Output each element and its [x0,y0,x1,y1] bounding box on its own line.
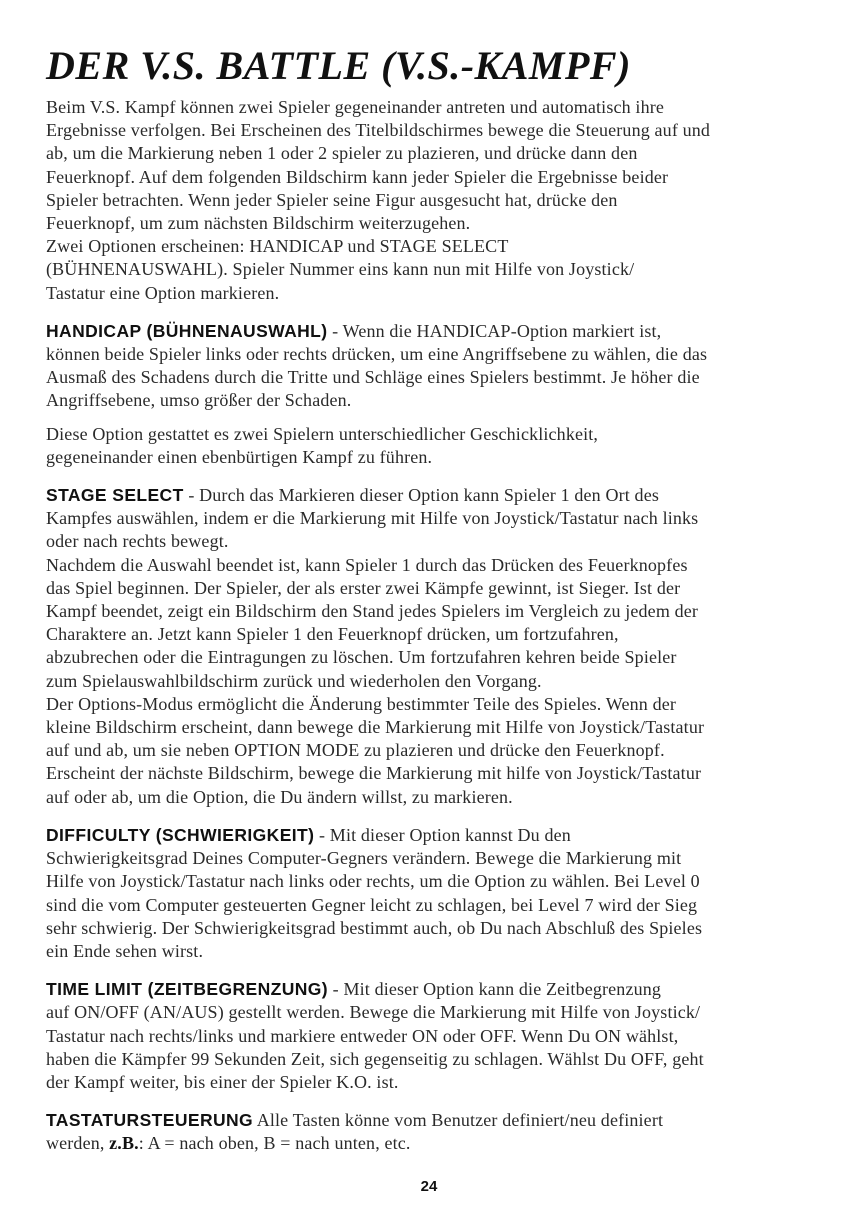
intro-paragraph [46,96,806,305]
text-line: oder nach rechts bewegt. [46,531,229,552]
text-line: Zwei Optionen erscheinen: HANDICAP und STAGE SELECT [46,236,509,257]
page-number: 24 [420,1178,438,1195]
text-line: zum Spielauswahlbildschirm zurück und wiederholen den Vorgang. [46,670,542,691]
text-run: - Mit dieser Option kann die Zeitbegrenzung [328,979,662,1000]
keyboard-section [46,1109,806,1155]
time-limit-section [46,978,806,1094]
example-abbreviation: z.B. [109,1133,139,1154]
text-line: kleine Bildschirm erscheint, dann bewege die Markierung mit Hilfe von Joystick/Tastatur [46,717,705,738]
text-line: Kampf beendet, zeigt ein Bildschirm den Stand jedes Spielers im Vergleich zu jedem der [46,601,699,622]
text-line: sind die vom Computer gesteuerten Gegner leicht zu schlagen, bei Level 7 wird der Sieg [46,894,698,915]
text-line: Feuerknopf, um zum nächsten Bildschirm weiterzugehen. [46,213,471,234]
text-run: werden, [46,1133,110,1154]
text-line [46,824,806,847]
text-line: abzubrechen oder die Eintragungen zu löschen. Um fortzufahren kehren beide Spieler [46,647,677,668]
text-run: : A = nach oben, B = nach unten, etc. [138,1133,411,1154]
text-line: Hilfe von Joystick/Tastatur nach links oder rechts, um die Option zu wählen. Bei Level 0 [46,871,700,892]
text-line: Beim V.S. Kampf können zwei Spieler gegeneinander antreten und automatisch ihre [46,97,665,117]
text-line: Angriffsebene, umso größer der Schaden. [46,390,352,411]
text-line: auf ON/OFF (AN/AUS) gestellt werden. Bewege die Markierung mit Hilfe von Joystick/ [46,1002,701,1023]
text-line [46,320,806,343]
text-line: auf und ab, um sie neben OPTION MODE zu plazieren und drücke den Feuerknopf. [46,740,665,761]
text-line: Tastatur nach rechts/links und markiere entweder ON oder OFF. Wenn Du ON wählst, [46,1025,679,1046]
section-heading-handicap: HANDICAP (BÜHNENAUSWAHL) [46,320,328,341]
text-line: (BÜHNENAUSWAHL). Spieler Nummer eins kann nun mit Hilfe von Joystick/ [46,259,635,280]
text-line: sehr schwierig. Der Schwierigkeitsgrad bestimmt auch, ob Du nach Abschluß des Spieles [46,917,703,938]
text-line: Erscheint der nächste Bildschirm, bewege die Markierung mit hilfe von Joystick/Tastatur [46,763,702,784]
page-title: DER V.S. BATTLE (V.S.-KAMPF) [46,43,631,88]
text-line: Kampfes auswählen, indem er die Markierung mit Hilfe von Joystick/Tastatur nach links [46,508,699,529]
text-line: können beide Spieler links oder rechts drücken, um eine Angriffsebene zu wählen, die das [46,344,708,365]
text-line: Diese Option gestattet es zwei Spielern unterschiedlicher Geschicklichkeit, [46,423,599,444]
text-line: gegeneinander einen ebenbürtigen Kampf zu führen. [46,446,433,467]
text-line: Ergebnisse verfolgen. Bei Erscheinen des Titelbildschirmes bewege die Steuerung auf und [46,120,711,141]
text-run: Alle Tasten könne vom Benutzer definiert/neu definiert [253,1110,664,1131]
text-line: Nachdem die Auswahl beendet ist, kann Spieler 1 durch das Drücken des Feuerknopfes [46,554,688,575]
handicap-section [46,320,806,469]
section-heading-keyboard: TASTATURSTEUERUNG [46,1110,254,1131]
text-line: Ausmaß des Schadens durch die Tritte und Schläge eines Spielers bestimmt. Je höher die [46,367,700,388]
section-heading-difficulty: DIFFICULTY (SCHWIERIGKEIT) [46,824,315,845]
text-line: Feuerknopf. Auf dem folgenden Bildschirm kann jeder Spieler die Ergebnisse beider [46,166,669,187]
text-line: der Kampf weiter, bis einer der Spieler K.O. ist. [46,1071,399,1092]
text-line: Tastatur eine Option markieren. [46,282,280,303]
stage-select-section [46,484,806,809]
text-line: auf oder ab, um die Option, die Du ändern willst, zu markieren. [46,786,513,807]
text-line: ein Ende sehen wirst. [46,940,204,961]
text-line [46,1132,806,1155]
text-run: - Mit dieser Option kannst Du den [314,824,571,845]
manual-page [46,40,806,1156]
text-line: ab, um die Markierung neben 1 oder 2 spieler zu plazieren, und drücke dann den [46,143,638,164]
text-line: Schwierigkeitsgrad Deines Computer-Gegners verändern. Bewege die Markierung mit [46,848,682,869]
text-line [46,484,806,507]
text-line: Spieler betrachten. Wenn jeder Spieler seine Figur ausgesucht hat, drücke den [46,189,618,210]
text-line [46,1109,806,1132]
section-heading-time-limit: TIME LIMIT (ZEITBEGRENZUNG) [46,979,329,1000]
difficulty-section [46,824,806,963]
text-line: haben die Kämpfer 99 Sekunden Zeit, sich gegenseitig zu schlagen. Wählst Du OFF, geht [46,1048,704,1069]
text-line: Der Options-Modus ermöglicht die Änderung bestimmter Teile des Spieles. Wenn der [46,693,677,714]
text-run: - Durch das Markieren dieser Option kann Spieler 1 den Ort des [183,485,660,506]
text-line [46,978,806,1001]
text-line: Charaktere an. Jetzt kann Spieler 1 den Feuerknopf drücken, um fortzufahren, [46,624,619,645]
section-heading-stage-select: STAGE SELECT [46,485,184,506]
text-line: das Spiel beginnen. Der Spieler, der als erster zwei Kämpfe gewinnt, ist Sieger. Ist der [46,577,681,598]
text-run: - Wenn die HANDICAP-Option markiert ist, [327,320,662,341]
